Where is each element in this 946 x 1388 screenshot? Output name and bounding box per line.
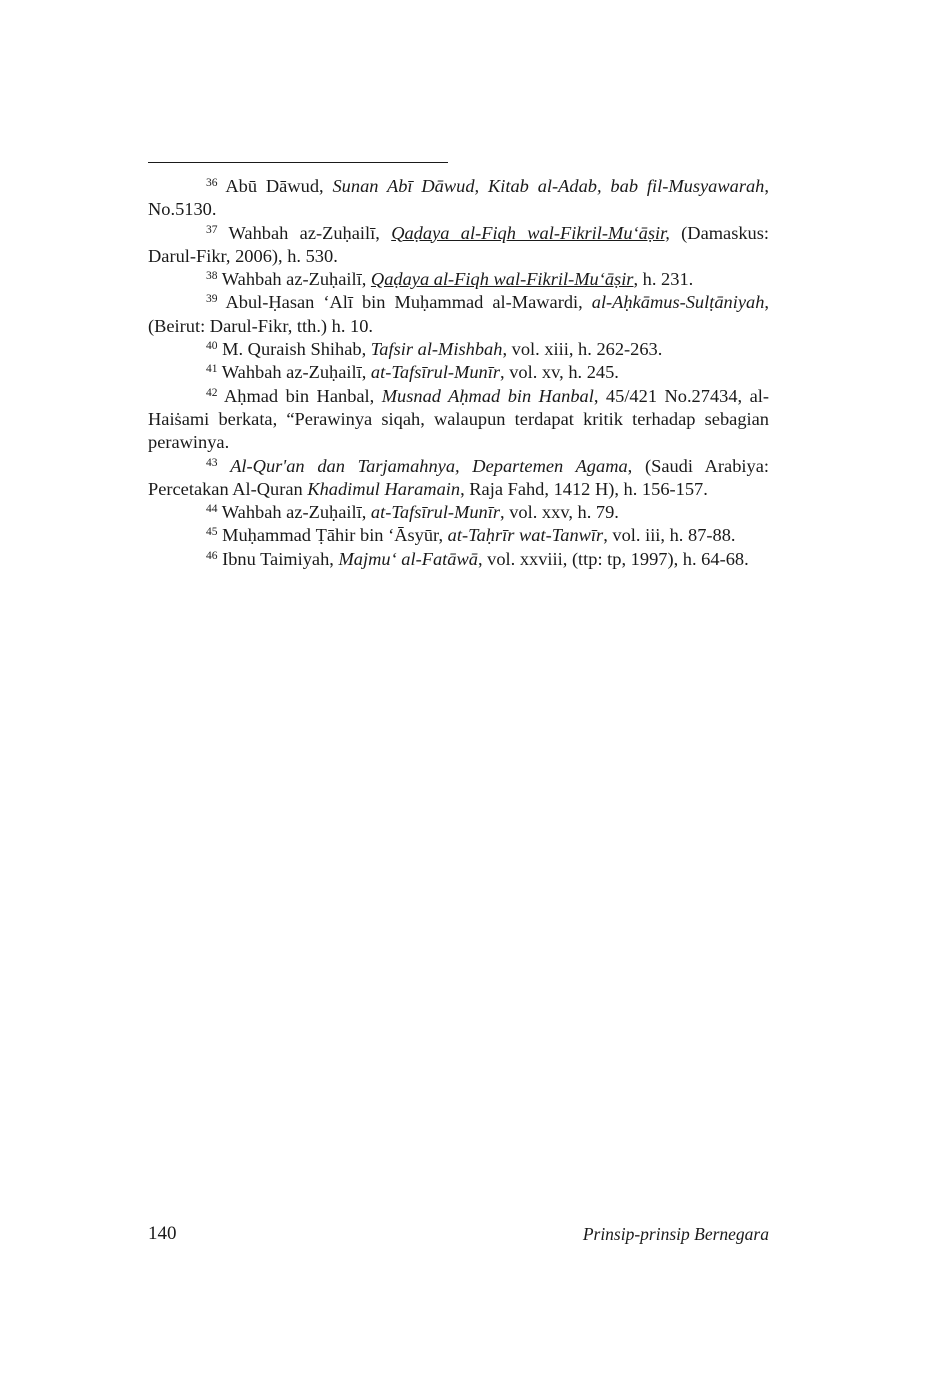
footnote-title: Tafsir al-Mishbah: [370, 339, 503, 360]
footnote-text: , Raja Fahd, 1412 H), h. 156-157.: [460, 478, 708, 499]
footnote-text: Aḥmad bin Hanbal,: [223, 385, 382, 406]
footnote-41: [148, 361, 769, 384]
footnote-text: , vol. iii, h. 87-88.: [603, 525, 736, 546]
running-title: Prinsip-prinsip Bernegara: [582, 1224, 769, 1244]
footnote-separator: [148, 162, 448, 163]
footnote-text: , 45/421 No.27434, al-Haiṡami berkata, “Perawinya siqah, walaupun terdapat kritik terhadap sebagian perawinya.: [148, 385, 770, 453]
footnote-text: Wahbah az-Zuḥailī,: [221, 502, 371, 523]
footnote-number: 44: [206, 503, 218, 516]
footnote-text: Abū Dāwud,: [225, 176, 333, 196]
footnote-text: Wahbah az-Zuḥailī,: [221, 269, 371, 290]
footnote-number: 39: [206, 293, 218, 306]
footnote-38: [148, 268, 769, 291]
footnote-title: Sunan Abī Dāwud, Kitab al-Adab, bab fil-Musyawarah: [332, 176, 765, 196]
footnotes-section: [148, 175, 769, 571]
footnote-text: , vol. xxv, h. 79.: [500, 502, 619, 523]
footnote-text: , (Saudi Arabiya: Percetakan Al-Quran: [148, 455, 769, 499]
footnote-text: , (Beirut: Darul-Fikr, tth.) h. 10.: [148, 292, 769, 336]
footnote-number: 41: [206, 363, 218, 376]
footnote-number: 45: [206, 526, 218, 539]
footnote-text: Abul-Ḥasan ‘Alī bin Muḥammad al-Mawardi,: [225, 292, 592, 313]
footnote-number: 42: [206, 386, 218, 399]
footnote-text: Wahbah az-Zuḥailī,: [221, 362, 371, 383]
footnote-text: M. Quraish Shihab,: [222, 339, 371, 360]
footnote-36: [148, 175, 769, 222]
footnote-title: Al-Qur'an dan Tarjamahnya, Departemen Agama: [230, 455, 628, 476]
footnote-title: at-Taḥrīr wat-Tanwīr: [447, 525, 604, 546]
footnote-text: Ibnu Taimiyah,: [222, 548, 339, 569]
footnote-title: Qaḍaya al-Fiqh wal-Fikril-Mu‘āṣir: [370, 269, 634, 290]
footnote-title: at-Tafsīrul-Munīr: [370, 362, 501, 383]
footnote-title: Qaḍaya al-Fiqh wal-Fikril-Mu‘āṣir,: [391, 222, 670, 243]
footnote-46: [148, 548, 769, 571]
footnote-text: , h. 231.: [633, 269, 694, 290]
footnote-text: , No.5130.: [148, 176, 769, 220]
footnote-number: 46: [206, 549, 218, 562]
footnote-text: , vol. xv, h. 245.: [500, 362, 619, 383]
footnote-text: Muḥammad Ṭāhir bin ‘Āsyūr,: [222, 525, 448, 546]
footnote-text: , vol. xxviii, (ttp: tp, 1997), h. 64-68.: [477, 548, 749, 569]
footnote-number: 40: [206, 340, 218, 353]
page-number: 140: [148, 1223, 177, 1244]
footnote-title: at-Tafsīrul-Munīr: [370, 502, 501, 523]
footnote-text: (Damaskus: Darul-Fikr, 2006), h. 530.: [148, 222, 770, 266]
footnote-text: Wahbah az-Zuḥailī,: [228, 222, 392, 243]
footnote-text: , vol. xiii, h. 262-263.: [502, 339, 663, 360]
footnote-45: [148, 524, 769, 547]
footnote-number: 43: [206, 456, 218, 469]
footnote-40: [148, 338, 769, 361]
footnote-37: [148, 222, 769, 269]
footnote-39: [148, 291, 769, 338]
footnote-title: Musnad Aḥmad bin Hanbal: [381, 385, 594, 406]
footnote-title: Majmu‘ al-Fatāwā: [338, 548, 478, 569]
footnote-title: Khadimul Haramain: [307, 478, 461, 499]
footnote-number: 38: [206, 270, 218, 283]
footnote-number: 36: [206, 177, 218, 189]
footnote-43: [148, 455, 769, 502]
footnote-number: 37: [206, 223, 218, 236]
footnote-44: [148, 501, 769, 524]
footnote-title: al-Aḥkāmus-Sulṭāniyah: [591, 292, 765, 313]
footnote-42: [148, 385, 769, 455]
